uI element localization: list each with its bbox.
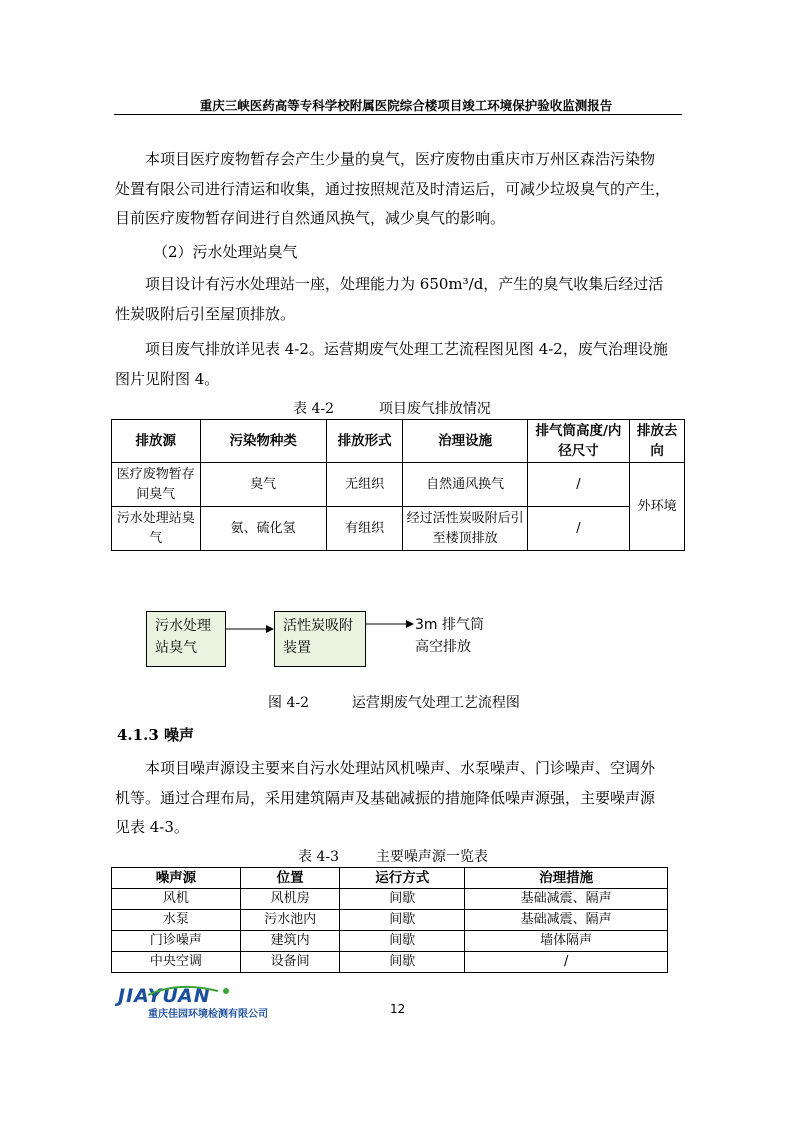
logo-swoosh — [118, 983, 268, 1013]
table-cell: 间歇 — [340, 952, 465, 973]
table-header-cell: 运行方式 — [340, 868, 465, 889]
table-noise — [111, 867, 668, 973]
page-number: 12 — [390, 1002, 406, 1016]
company-logo — [118, 985, 268, 1020]
table-row — [112, 952, 668, 973]
table-header-cell: 污染物种类 — [200, 420, 326, 463]
table-row — [112, 910, 668, 931]
text-line: 性炭吸附后引至屋顶排放。 — [115, 304, 296, 323]
table-cell: 基础减震、隔声 — [465, 889, 668, 910]
logo-company-name: 重庆佳园环境检测有限公司 — [148, 1009, 268, 1020]
table-cell: 间歇 — [340, 889, 465, 910]
table-cell-destination: 外环境 — [630, 463, 685, 551]
table-header-cell: 噪声源 — [112, 868, 241, 889]
table-header-cell: 治理措施 — [465, 868, 668, 889]
text-line: 本项目噪声源设主要来自污水处理站风机噪声、水泵噪声、门诊噪声、空调外 — [145, 759, 656, 777]
text-line: 处置有限公司进行清运和收集，通过按照规范及时清运后，可减少垃圾臭气的产生， — [115, 179, 671, 198]
text-line: 图片见附图 4。 — [115, 369, 220, 388]
paragraph-emission-ref — [115, 335, 687, 394]
table2-caption — [298, 846, 488, 866]
flow-output-line: 高空排放 — [415, 639, 471, 655]
text-line: 机等。通过合理布局，采用建筑隔声及基础减振的措施降低噪声源强，主要噪声源 — [115, 788, 656, 807]
logo-wordmark: JIAYUAN — [118, 985, 211, 1007]
paragraph-sewage-odor — [115, 270, 687, 329]
text-line: 本项目医疗废物暂存会产生少量的臭气，医疗废物由重庆市万州区森浩污染物 — [145, 150, 656, 168]
table-cell: 氨、硫化氢 — [200, 507, 326, 551]
table-cell: 医疗废物暂存间臭气 — [112, 463, 201, 507]
table-header-row — [112, 868, 668, 889]
flow-output-line: 3m 排气筒 — [415, 617, 484, 633]
flow-arrow-1 — [226, 622, 276, 636]
paragraph-noise — [115, 754, 687, 843]
text-line: 目前医疗废物暂存间进行自然通风换气，减少臭气的影响。 — [115, 209, 506, 227]
table-cell: 有组织 — [326, 507, 403, 551]
table-cell: / — [527, 507, 629, 551]
table-cell: 门诊噪声 — [112, 931, 241, 952]
table2-caption-text: 主要噪声源一览表 — [375, 849, 488, 865]
text-line: 项目废气排放详见表 4-2。运营期废气处理工艺流程图见图 4-2，废气治理设施 — [145, 340, 668, 358]
table-cell: 臭气 — [200, 463, 326, 507]
table-cell: 间歇 — [340, 931, 465, 952]
table-cell: 自然通风换气 — [403, 463, 527, 507]
table-header-cell: 排放形式 — [326, 420, 403, 463]
table-cell: 无组织 — [326, 463, 403, 507]
flow-box-sewage-odor: 污水处理站臭气 — [146, 611, 226, 667]
table-header-cell: 位置 — [240, 868, 339, 889]
table-emission — [111, 419, 685, 551]
table-cell: 建筑内 — [240, 931, 339, 952]
table-cell: 水泵 — [112, 910, 241, 931]
text-line: 见表 4-3。 — [115, 818, 189, 836]
table-cell: 风机 — [112, 889, 241, 910]
table1-caption-text: 项目废气排放情况 — [378, 401, 491, 417]
table-row — [112, 463, 685, 507]
table-cell: 经过活性炭吸附后引至楼顶排放 — [403, 507, 527, 551]
flow-box-activated-carbon: 活性炭吸附装置 — [274, 611, 366, 667]
table-row — [112, 931, 668, 952]
table-cell: 设备间 — [240, 952, 339, 973]
table-header-cell: 排放去向 — [630, 420, 685, 463]
figure-caption — [268, 692, 520, 712]
table1-caption-num: 表 4-2 — [293, 401, 334, 417]
table2-caption-num: 表 4-3 — [298, 849, 339, 865]
table1-caption — [293, 398, 491, 418]
table-cell: 风机房 — [240, 889, 339, 910]
page-header: 重庆三峡医药高等专科学校附属医院综合楼项目竣工环境保护验收监测报告 — [199, 98, 613, 113]
flow-output — [415, 614, 484, 658]
text-line: 项目设计有污水处理站一座，处理能力为 650m³/d，产生的臭气收集后经过活 — [145, 275, 664, 293]
flow-arrow-2 — [366, 617, 416, 631]
table-header-cell: 排放源 — [112, 420, 201, 463]
table-cell: 间歇 — [340, 910, 465, 931]
table-cell: 基础减震、隔声 — [465, 910, 668, 931]
table-cell: 污水池内 — [240, 910, 339, 931]
table-header-cell: 治理设施 — [403, 420, 527, 463]
paragraph-medical-waste — [115, 145, 687, 234]
section-heading: 4.1.3 噪声 — [117, 726, 194, 744]
table-cell: / — [527, 463, 629, 507]
figure-caption-num: 图 4-2 — [268, 695, 309, 711]
table-cell: 墙体隔声 — [465, 931, 668, 952]
table-header-row — [112, 420, 685, 463]
table-header-cell: 排气筒高度/内径尺寸 — [527, 420, 629, 463]
table-cell: 中央空调 — [112, 952, 241, 973]
subheading: （2）污水处理站臭气 — [153, 243, 298, 261]
table-row — [112, 889, 668, 910]
header-rule — [114, 114, 682, 115]
table-row — [112, 507, 685, 551]
table-cell: 污水处理站臭气 — [112, 507, 201, 551]
table-cell: / — [465, 952, 668, 973]
figure-caption-text: 运营期废气处理工艺流程图 — [351, 695, 520, 711]
